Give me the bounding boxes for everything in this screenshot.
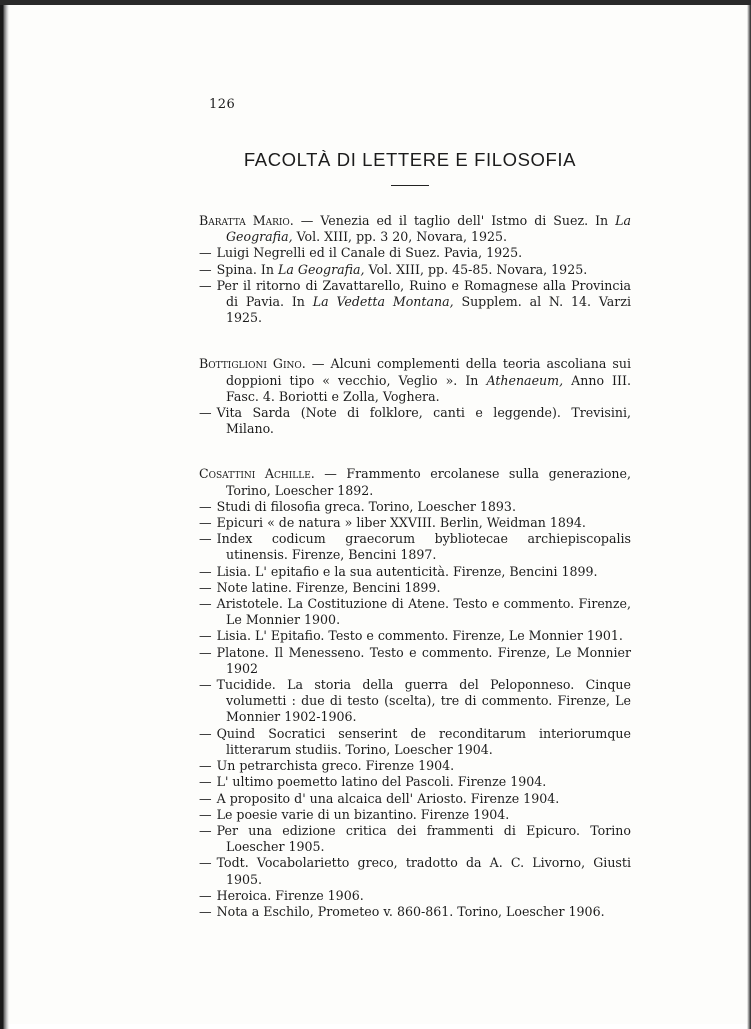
page-binding-edge [0, 5, 9, 1029]
bibliography-entry [199, 774, 631, 790]
entry-dash: — [199, 531, 212, 547]
entry-dash: — [199, 579, 212, 595]
entry-text: Nota a Eschilo, Prometeo v. 860-861. Torino, Loescher 1906. [216, 903, 605, 919]
entry-dash: — [199, 903, 212, 919]
bibliography-entry [199, 596, 631, 628]
bibliography [199, 213, 631, 950]
entry-dash: — [199, 563, 212, 579]
bibliography-entry [199, 726, 631, 758]
entry-dash: — [199, 405, 212, 421]
bibliography-entry [199, 278, 631, 327]
bibliography-entry [199, 823, 631, 855]
entry-text: Vol. XIII, pp. 45-85. Novara, 1925. [364, 261, 588, 277]
entry-text: Epicuri « de natura » liber XXVIII. Berlin, Weidman 1894. [216, 515, 586, 531]
entry-text: Studi di filosofia greca. Torino, Loescher 1893. [216, 498, 516, 514]
entry-text: Index codicum graecorum bybliotecae archiepiscopalis utinensis. Firenze, Bencini 1897. [216, 531, 631, 563]
entry-text: Platone. Il Menesseno. Testo e commento. Firenze, Le Monnier 1902 [216, 644, 631, 676]
bibliography-entry [199, 405, 631, 437]
entry-dash: — [199, 245, 212, 261]
entry-text: — Frammento ercolanese sulla generazione, Torino, Loescher 1892. [226, 466, 631, 498]
entry-text: Vol. XIII, pp. 3 20, Novara, 1925. [292, 229, 508, 245]
entry-text: Anno III. Fasc. 4. Boriotti e Zolla, Voghera. [226, 372, 631, 404]
page-title: FACOLTÀ DI LETTERE E FILOSOFIA [243, 149, 577, 170]
entry-text: A proposito d' una alcaica dell' Ariosto. Firenze 1904. [216, 790, 560, 806]
page-right-edge [747, 5, 751, 1029]
entry-text: Le poesie varie di un bizantino. Firenze 1904. [216, 806, 510, 822]
entry-text: — Alcuni complementi della teoria ascoliana sui doppioni tipo « vecchio, Veglio ». In [226, 356, 631, 388]
entry-dash: — [199, 774, 212, 790]
entry-text: — Venezia ed il taglio dell' Istmo di Suez. In [293, 213, 616, 228]
entry-dash: — [199, 596, 212, 612]
entry-dash: — [199, 677, 212, 693]
author-name: Bottiglioni Gino. [199, 356, 306, 372]
bibliography-entry [199, 531, 631, 563]
entry-text: Supplem. al N. 14. Varzi 1925. [226, 294, 631, 326]
bibliography-entry [199, 855, 631, 887]
entry-dash: — [199, 758, 212, 774]
entry-text: Un petrarchista greco. Firenze 1904. [216, 758, 455, 774]
entry-dash: — [199, 790, 212, 806]
bibliography-entry [199, 791, 631, 807]
entry-dash: — [199, 887, 212, 903]
bibliography-entry [199, 758, 631, 774]
page-number: 126 [209, 97, 236, 112]
entry-text: L' ultimo poemetto latino del Pascoli. Firenze 1904. [216, 774, 547, 790]
bibliography-entry [199, 213, 631, 245]
bibliography-entry [199, 628, 631, 644]
entry-text: Luigi Negrelli ed il Canale di Suez. Pavia, 1925. [216, 245, 523, 261]
bibliography-entry [199, 904, 631, 920]
author-name: Cosattini Achille. [199, 466, 315, 482]
bibliography-entry [199, 807, 631, 823]
entry-dash: — [199, 498, 212, 514]
entry-dash: — [199, 277, 212, 293]
bibliography-entry [199, 466, 631, 498]
bibliography-entry [199, 564, 631, 580]
author-name: Baratta Mario. [199, 213, 294, 228]
bibliography-entry [199, 677, 631, 726]
entry-dash: — [199, 822, 212, 838]
author-section [199, 356, 631, 437]
entry-dash: — [199, 855, 212, 871]
entry-text: Spina. In [216, 261, 279, 277]
entry-dash: — [199, 628, 212, 644]
title-rule [391, 185, 429, 186]
bibliography-entry [199, 580, 631, 596]
entry-text: Vita Sarda (Note di folklore, canti e leggende). Trevisini, Milano. [216, 405, 631, 437]
bibliography-entry [199, 645, 631, 677]
bibliography-entry [199, 888, 631, 904]
entry-text: Todt. Vocabolarietto greco, tradotto da A. C. Livorno, Giusti 1905. [216, 855, 631, 887]
entry-dash: — [199, 725, 212, 741]
bibliography-entry [199, 262, 631, 278]
publication-title: La Vedetta Montana, [312, 294, 454, 310]
entry-text: Per il ritorno di Zavattarello, Ruino e Romagnese alla Provincia di Pavia. In [216, 277, 631, 310]
publication-title: La Geografia, [278, 261, 365, 277]
entry-dash: — [199, 261, 212, 277]
bibliography-entry [199, 499, 631, 515]
entry-dash: — [199, 515, 212, 531]
entry-text: Heroica. Firenze 1906. [216, 887, 364, 903]
publication-title: Athenaeum, [486, 372, 564, 388]
bibliography-entry [199, 356, 631, 405]
entry-text: Tucidide. La storia della guerra del Peloponneso. Cinque volumetti : due di testo (scelta), tre di commento. Firenze, Le Monnier 1902-1906. [216, 677, 631, 725]
bibliography-entry [199, 515, 631, 531]
entry-text: Quind Socratici senserint de reconditarum interiorumque litterarum studiis. Torino, Loescher 1904. [216, 725, 631, 757]
entry-dash: — [199, 806, 212, 822]
entry-text: Lisia. L' epitafio e la sua autenticità. Firenze, Bencini 1899. [216, 563, 598, 579]
publication-title: La Geografia, [226, 213, 631, 245]
author-section [199, 213, 631, 326]
entry-text: Aristotele. La Costituzione di Atene. Testo e commento. Firenze, Le Monnier 1900. [216, 596, 631, 628]
entry-text: Note latine. Firenze, Bencini 1899. [216, 579, 441, 595]
entry-text: Lisia. L' Epitafio. Testo e commento. Firenze, Le Monnier 1901. [216, 628, 623, 644]
bibliography-entry [199, 245, 631, 261]
entry-text: Per una edizione critica dei frammenti di Epicuro. Torino Loescher 1905. [216, 822, 631, 855]
entry-dash: — [199, 644, 212, 660]
author-section [199, 466, 631, 920]
